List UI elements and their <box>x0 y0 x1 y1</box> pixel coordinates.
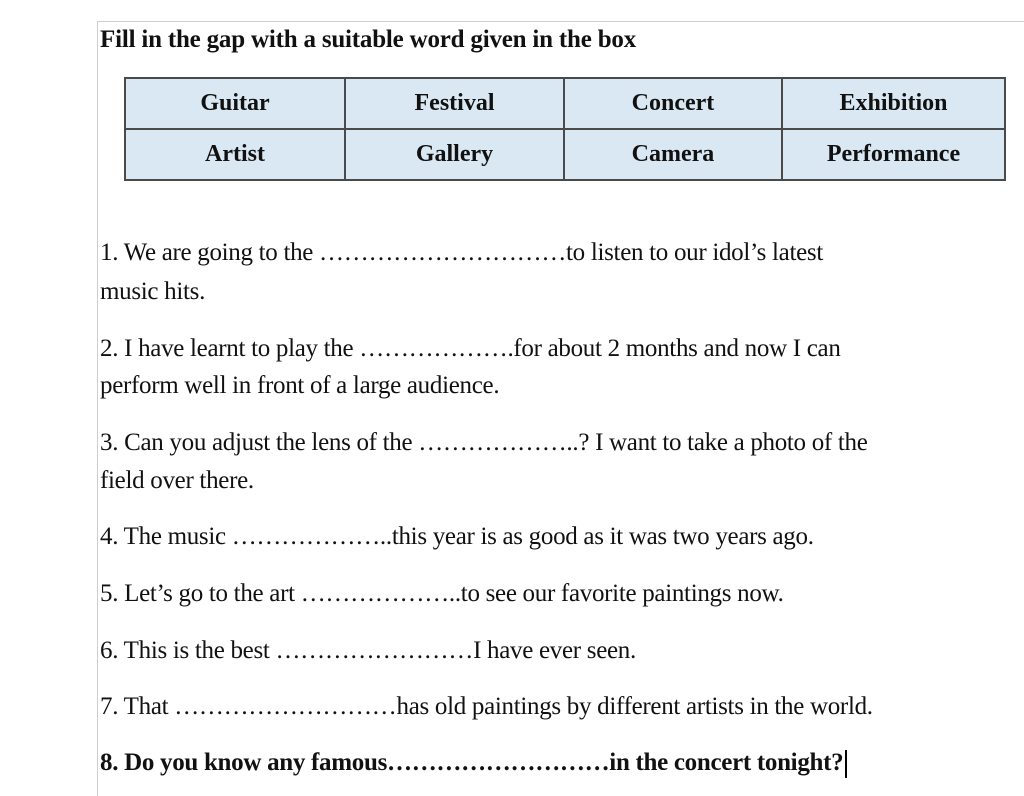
question-1-line-2: music hits. <box>100 278 206 305</box>
question-3-line-2: field over there. <box>100 467 254 494</box>
word-box-table <box>124 77 1006 181</box>
page-border-left <box>97 21 98 796</box>
word-box-row <box>125 78 1005 129</box>
text-cursor <box>845 750 847 778</box>
word-box-cell: Artist <box>125 129 345 180</box>
question-2-line-2: perform well in front of a large audience. <box>100 372 500 399</box>
word-box-cell: Guitar <box>125 78 345 129</box>
question-2-line-1: 2. I have learnt to play the ……………….for about 2 months and now I can <box>100 335 841 362</box>
word-box-cell: Gallery <box>345 129 564 180</box>
instruction-heading: Fill in the gap with a suitable word given in the box <box>100 26 636 53</box>
word-box-cell: Camera <box>564 129 782 180</box>
question-1-line-1: 1. We are going to the …………………………to listen to our idol’s latest <box>100 239 823 266</box>
question-7: 7. That ………………………has old paintings by different artists in the world. <box>100 693 873 720</box>
question-8-text: 8. Do you know any famous………………………in the concert tonight? <box>100 749 844 776</box>
page-border-top <box>97 21 1024 22</box>
word-box-cell: Festival <box>345 78 564 129</box>
word-box-cell: Exhibition <box>782 78 1005 129</box>
question-8[interactable] <box>100 748 847 778</box>
question-6: 6. This is the best ……………………I have ever seen. <box>100 637 636 664</box>
question-3-line-1: 3. Can you adjust the lens of the ………………..? I want to take a photo of the <box>100 429 868 456</box>
question-5: 5. Let’s go to the art ………………..to see our favorite paintings now. <box>100 580 784 607</box>
word-box-row <box>125 129 1005 180</box>
question-4: 4. The music ………………..this year is as good as it was two years ago. <box>100 523 814 550</box>
word-box-cell: Performance <box>782 129 1005 180</box>
word-box-cell: Concert <box>564 78 782 129</box>
